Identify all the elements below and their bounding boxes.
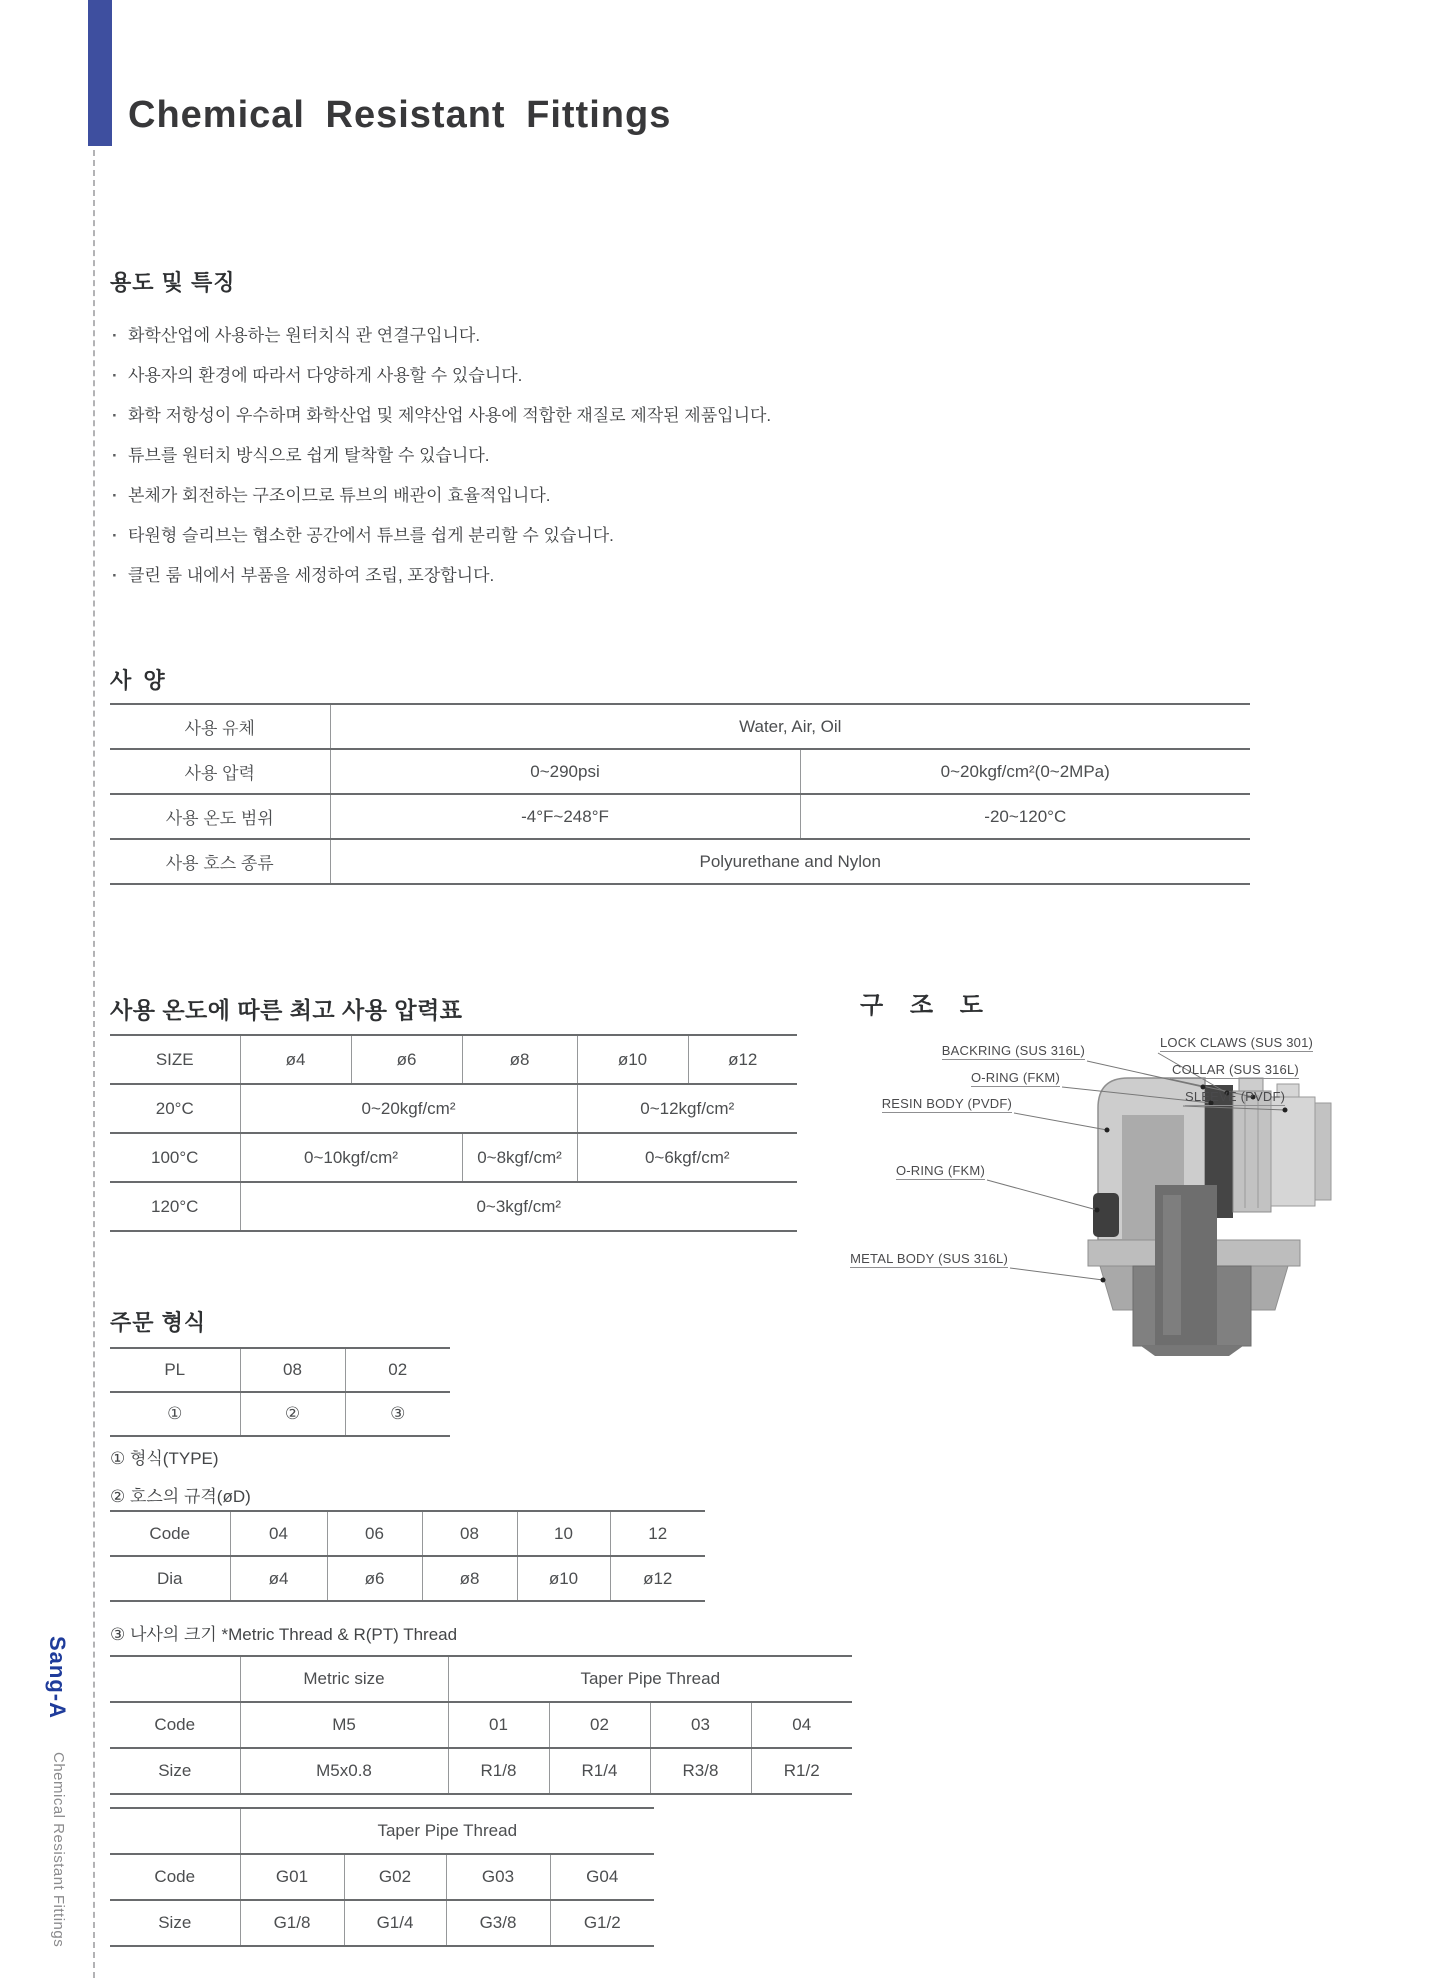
row-label: Code xyxy=(110,1854,240,1900)
hose-code: 08 xyxy=(422,1511,517,1556)
part-label-oring-top: O-RING (FKM) xyxy=(970,1070,1060,1085)
table-row xyxy=(110,1702,852,1748)
order-thread-note: ③ 나사의 크기 *Metric Thread & R(PT) Thread xyxy=(110,1625,458,1644)
hose-code: 12 xyxy=(610,1511,705,1556)
thread-code: G04 xyxy=(550,1854,654,1900)
hose-dia: ø10 xyxy=(517,1556,610,1601)
thread-code: G01 xyxy=(240,1854,344,1900)
table-row xyxy=(110,1748,852,1794)
hose-size-table xyxy=(110,1510,705,1602)
order-position: ③ xyxy=(345,1392,450,1436)
empty-cell xyxy=(110,1808,240,1854)
part-label-backring: BACKRING (SUS 316L) xyxy=(941,1043,1085,1058)
feature-item: · 본체가 회전하는 구조이므로 튜브의 배관이 효율적입니다. xyxy=(112,484,892,524)
order-position: ① xyxy=(110,1392,240,1436)
table-row xyxy=(110,1511,705,1556)
hose-dia: ø12 xyxy=(610,1556,705,1601)
row-label: Size xyxy=(110,1900,240,1946)
spec-label: 사용 호스 종류 xyxy=(110,839,330,884)
spec-value: -4°F~248°F xyxy=(330,794,800,839)
brand-color-bar xyxy=(88,0,112,146)
row-label: Code xyxy=(110,1702,240,1748)
part-label-sleeve: SLEEVE (PVDF) xyxy=(1185,1089,1286,1104)
table-row xyxy=(110,1808,654,1854)
row-label: 100°C xyxy=(110,1133,240,1182)
part-label-lock-claws: LOCK CLAWS (SUS 301) xyxy=(1160,1035,1314,1050)
hose-dia: ø6 xyxy=(327,1556,422,1601)
thread-code: G03 xyxy=(446,1854,550,1900)
table-row xyxy=(110,704,1250,749)
thread-size: G1/4 xyxy=(344,1900,446,1946)
pressure-value: 0~20kgf/cm² xyxy=(240,1084,577,1133)
table-row xyxy=(110,1900,654,1946)
thread-size: R1/4 xyxy=(549,1748,650,1794)
table-row xyxy=(110,1656,852,1702)
thread-size: R1/2 xyxy=(751,1748,852,1794)
features-heading: 용도 및 특징 xyxy=(110,270,236,295)
table-row xyxy=(110,1348,450,1392)
group-header: Metric size xyxy=(240,1656,448,1702)
spec-value: Polyurethane and Nylon xyxy=(330,839,1250,884)
specs-table xyxy=(110,703,1250,885)
hose-dia: ø4 xyxy=(230,1556,327,1601)
table-row xyxy=(110,1854,654,1900)
thread-code: 04 xyxy=(751,1702,852,1748)
part-label-metal-body: METAL BODY (SUS 316L) xyxy=(850,1251,1008,1266)
thread-size: M5x0.8 xyxy=(240,1748,448,1794)
thread-size: G3/8 xyxy=(446,1900,550,1946)
spec-value: Water, Air, Oil xyxy=(330,704,1250,749)
pressure-heading: 사용 온도에 따른 최고 사용 압력표 xyxy=(110,997,463,1023)
part-label-resin-body: RESIN BODY (PVDF) xyxy=(881,1096,1012,1111)
thread-code: 02 xyxy=(549,1702,650,1748)
hose-code: 06 xyxy=(327,1511,422,1556)
hose-dia: ø8 xyxy=(422,1556,517,1601)
table-row xyxy=(110,839,1250,884)
table-row xyxy=(110,1556,705,1601)
thread-code: M5 xyxy=(240,1702,448,1748)
row-label: Dia xyxy=(110,1556,230,1601)
spec-value: -20~120°C xyxy=(800,794,1250,839)
col-header: ø10 xyxy=(577,1035,688,1084)
left-dashed-rule xyxy=(93,150,95,1978)
order-position: ② xyxy=(240,1392,345,1436)
row-label: 20°C xyxy=(110,1084,240,1133)
thread-code: 03 xyxy=(650,1702,751,1748)
hose-code: 10 xyxy=(517,1511,610,1556)
pressure-value: 0~3kgf/cm² xyxy=(240,1182,797,1231)
order-code: PL xyxy=(110,1348,240,1392)
specs-heading: 사 양 xyxy=(110,668,168,693)
table-row xyxy=(110,1392,450,1436)
order-code-table xyxy=(110,1347,450,1437)
spec-label: 사용 압력 xyxy=(110,749,330,794)
order-hose-note: ② 호스의 규격(øD) xyxy=(110,1487,251,1506)
pressure-value: 0~8kgf/cm² xyxy=(462,1133,577,1182)
page-title: Chemical Resistant Fittings xyxy=(128,94,672,136)
group-header: Taper Pipe Thread xyxy=(448,1656,852,1702)
thread-size: G1/8 xyxy=(240,1900,344,1946)
part-label-oring-bottom: O-RING (FKM) xyxy=(895,1163,985,1178)
pressure-value: 0~10kgf/cm² xyxy=(240,1133,462,1182)
group-header: Taper Pipe Thread xyxy=(240,1808,654,1854)
fitting-cutaway-illustration xyxy=(655,975,1455,1375)
feature-item: · 튜브를 원터치 방식으로 쉽게 탈착할 수 있습니다. xyxy=(112,444,892,484)
row-label: Size xyxy=(110,1748,240,1794)
row-label: Code xyxy=(110,1511,230,1556)
hose-code: 04 xyxy=(230,1511,327,1556)
col-header: SIZE xyxy=(110,1035,240,1084)
col-header: ø8 xyxy=(462,1035,577,1084)
col-header: ø12 xyxy=(688,1035,797,1084)
spec-value: 0~290psi xyxy=(330,749,800,794)
features-list xyxy=(112,324,892,604)
row-label: 120°C xyxy=(110,1182,240,1231)
sidebar-caption: Chemical Resistant Fittings xyxy=(50,1752,67,1948)
feature-item: · 사용자의 환경에 따라서 다양하게 사용할 수 있습니다. xyxy=(112,364,892,404)
g-thread-table xyxy=(110,1807,654,1947)
pressure-value: 0~12kgf/cm² xyxy=(577,1084,797,1133)
thread-size: R1/8 xyxy=(448,1748,549,1794)
part-label-collar: COLLAR (SUS 316L) xyxy=(1172,1062,1299,1077)
order-code: 08 xyxy=(240,1348,345,1392)
order-type-note: ① 형식(TYPE) xyxy=(110,1449,219,1468)
table-row xyxy=(110,749,1250,794)
feature-item: · 화학 저항성이 우수하며 화학산업 및 제약산업 사용에 적합한 재질로 제작된 제품입니다. xyxy=(112,404,892,444)
spec-label: 사용 온도 범위 xyxy=(110,794,330,839)
spec-label: 사용 유체 xyxy=(110,704,330,749)
thread-size: G1/2 xyxy=(550,1900,654,1946)
empty-cell xyxy=(110,1656,240,1702)
col-header: ø4 xyxy=(240,1035,351,1084)
table-row xyxy=(110,794,1250,839)
feature-item: · 화학산업에 사용하는 원터치식 관 연결구입니다. xyxy=(112,324,892,364)
pressure-value: 0~6kgf/cm² xyxy=(577,1133,797,1182)
feature-item: · 클린 룸 내에서 부품을 세정하여 조립, 포장합니다. xyxy=(112,564,892,604)
spec-value: 0~20kgf/cm²(0~2MPa) xyxy=(800,749,1250,794)
thread-size: R3/8 xyxy=(650,1748,751,1794)
order-heading: 주문 형식 xyxy=(110,1310,207,1335)
structure-heading: 구 조 도 xyxy=(860,992,993,1019)
sidebar-brand-logo: Sang-A xyxy=(45,1636,70,1719)
col-header: ø6 xyxy=(351,1035,462,1084)
thread-code: 01 xyxy=(448,1702,549,1748)
structure-diagram xyxy=(655,975,1455,1375)
order-code: 02 xyxy=(345,1348,450,1392)
thread-code: G02 xyxy=(344,1854,446,1900)
feature-item: · 타원형 슬리브는 협소한 공간에서 튜브를 쉽게 분리할 수 있습니다. xyxy=(112,524,892,564)
metric-thread-table xyxy=(110,1655,852,1795)
